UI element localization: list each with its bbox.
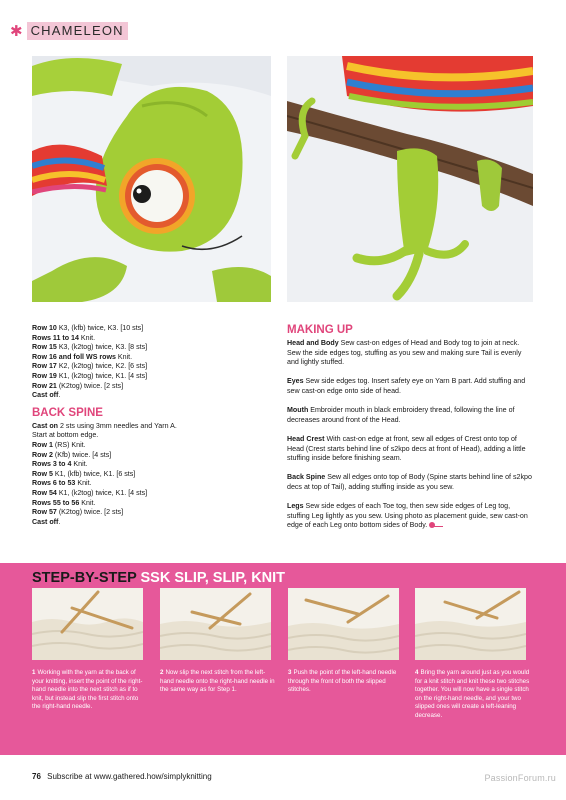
chameleon-leg-photo — [287, 56, 533, 302]
pattern-row: Cast off. — [32, 517, 61, 526]
asterisk-icon: ✱ — [10, 22, 23, 40]
subscribe-link[interactable]: Subscribe at www.gathered.how/simplyknitting — [47, 772, 212, 781]
step-4-text: 4 Bring the yarn around just as you would for a knit stitch and knit these two stitches together. You will now have a single stitch on the right-hand needle, and your two slipped ones will create a left-leaning decrease. — [415, 669, 530, 719]
pattern-row: Row 57 (K2tog) twice. [2 sts] — [32, 508, 124, 517]
section-title: CHAMELEON — [27, 22, 128, 40]
pattern-row: Row 1 (RS) Knit. — [32, 440, 86, 449]
making-up-paragraph: Head and Body Sew cast-on edges of Head and Body tog to join at neck. Sew the side edges tog, stuffing as you sew and making sure Tail is evenly and lightly stuffed. — [287, 339, 522, 367]
page-footer — [32, 772, 212, 782]
step-1-text: 1 Working with the yarn at the back of your knitting, insert the point of the right-hand needle into the next stitch as if to knit, but instead slip the first stitch onto the right-hand needle. — [32, 669, 143, 711]
making-up-column — [287, 324, 533, 540]
section-header — [10, 22, 128, 40]
pattern-row: Rows 3 to 4 Knit. — [32, 460, 88, 469]
pattern-row: Rows 55 to 56 Knit. — [32, 498, 96, 507]
pattern-row: Row 2 (Kfb) twice. [4 sts] — [32, 450, 112, 459]
page-number: 76 — [32, 772, 41, 781]
step-1-photo — [32, 588, 143, 660]
back-spine-heading: BACK SPINE — [32, 406, 103, 419]
pattern-row: Rows 6 to 53 Knit. — [32, 479, 92, 488]
ssk-heading: STEP-BY-STEP SSK SLIP, SLIP, KNIT — [32, 570, 286, 586]
step-3-text: 3 Push the point of the left-hand needle through the front of both the slipped stitches. — [288, 669, 397, 694]
making-up-paragraph: Back Spine Sew all edges onto top of Body (Spine starts behind line of s2kpo decs at top of Tail), adding stuffing inside as you sew. — [287, 473, 532, 491]
pattern-left-column — [32, 324, 270, 527]
pattern-row: Rows 11 to 14 Knit. — [32, 333, 96, 342]
making-up-paragraph: Eyes Sew side edges tog. Insert safety eye on Yarn B part. Add stuffing and sew cast-on edge onto side of head. — [287, 377, 526, 395]
making-up-paragraph: Head Crest With cast-on edge at front, sew all edges of Crest onto top of Head (Crest starts behind line of s2kpo decs at front of Head), adding a little stuffing inside before finishing seam. — [287, 434, 526, 463]
step-3-photo — [288, 588, 399, 660]
step-2-text: 2 Now slip the next stitch from the left-hand needle onto the right-hand needle in the same way as for Step 1. — [160, 669, 275, 694]
step-4-photo — [415, 588, 526, 660]
pattern-row: Row 15 K3, (k2tog) twice, K3. [8 sts] — [32, 343, 148, 352]
pattern-row: Row 19 K1, (k2tog) twice, K1. [4 sts] — [32, 371, 148, 380]
pattern-row: Row 17 K2, (k2tog) twice, K2. [6 sts] — [32, 362, 148, 371]
step-2-photo — [160, 588, 271, 660]
pattern-row: Row 10 K3, (kfb) twice, K3. [10 sts] — [32, 324, 144, 332]
pattern-row: Row 21 (K2tog) twice. [2 sts] — [32, 381, 124, 390]
start-note: Start at bottom edge. — [32, 431, 99, 440]
yarn-ball-end-icon — [429, 522, 443, 528]
watermark: PassionForum.ru — [484, 773, 556, 783]
pattern-row: Row 5 K1, (kfb) twice, K1. [6 sts] — [32, 469, 136, 478]
cast-on-instruction: Cast on 2 sts using 3mm needles and Yarn A. — [32, 421, 177, 430]
making-up-paragraph: Legs Sew side edges of each Toe tog, then sew side edges of Leg tog, stuffing Leg lightly as you sew. Using photo as placement guide, sew cast-on edge of each Leg onto bottom sides of Body. — [287, 502, 528, 530]
pattern-row: Row 16 and foll WS rows Knit. — [32, 352, 133, 361]
pattern-row: Row 54 K1, (k2tog) twice, K1. [4 sts] — [32, 488, 148, 497]
making-up-heading: MAKING UP — [287, 324, 353, 336]
making-up-paragraph: Mouth Embroider mouth in black embroidery thread, following the line of decreases around front of the Head. — [287, 406, 515, 424]
chameleon-head-photo — [32, 56, 271, 302]
pattern-row: Cast off. — [32, 391, 61, 400]
